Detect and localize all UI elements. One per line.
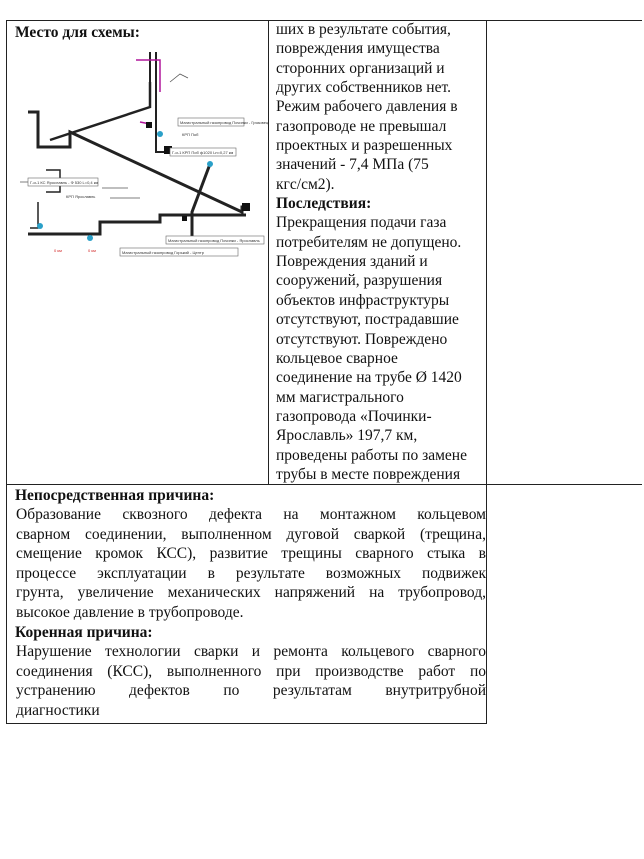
pipeline-left-stub [30,202,38,228]
description-line: повреждения имущества [276,40,440,58]
description-line: проектных и разрешенных [276,137,453,155]
root-cause-text [16,642,486,720]
consequences-line: отсутствуют, пострадавшие [276,311,459,329]
root-cause-line: устранению дефектов по результатам внутритрубной [16,682,486,699]
direct-cause-heading: Непосредственная причина: [15,487,215,504]
direct-cause-line: высокое давление в трубопроводе. [16,603,244,621]
direct-cause-line: грунта, увеличение механических напряжений на трубопровод, [16,584,486,601]
diagram-label: 0 км [54,248,62,253]
diagram-label: Магистральный газопровод Починки - Грязовец [180,120,269,125]
scheme-title: Место для схемы: [15,24,140,41]
description-line: других собственников нет. [276,79,451,97]
consequences-line: проведены работы по замене [276,446,467,464]
description-line: Режим рабочего давления в [276,98,458,116]
table-column-divider [268,20,269,485]
description-line: кгс/см2). [276,175,335,193]
diagram-label: Г-и-1 КРП Поб ф1020 Lп=0,27 км [172,150,234,155]
direct-cause-line: Образование сквозного дефекта на монтажном кольцевом [16,506,486,523]
consequences-line: кольцевое сварное [276,349,398,367]
root-cause-line: соединения (КСС), выполненного при производстве работ по [16,662,486,680]
pipeline-main [28,112,246,212]
incident-table [6,20,642,724]
site-marker [87,235,93,241]
diagram-label: 0 км [88,248,96,253]
pipeline-diagonal [192,164,210,240]
description-line: значений - 7,4 МПа (75 [276,156,429,174]
site-marker [37,223,43,229]
table-border-bottom [6,723,487,724]
diagram-label: КРП Ярославль [66,194,96,199]
consequences-line: сооружений, разрушения [276,272,443,290]
consequences-line: газопровода «Починки- [276,407,432,425]
description-line: сторонних организаций и [276,59,445,77]
pipeline-lower [28,215,246,234]
root-cause-line: диагностики [16,701,100,719]
valve-marker [146,122,152,128]
consequences-line: мм магистрального [276,388,404,406]
direct-cause-text [16,505,486,622]
pipeline-branch-a [50,82,150,140]
site-marker [207,161,213,167]
consequences-line: Повреждения зданий и [276,253,428,271]
diagram-label: Магистральный газопровод Починки - Ярославль [168,238,260,243]
direct-cause-line: процессе эксплуатации в результате возможных подвижек [16,564,486,582]
table-border-left [6,20,7,724]
pipeline-vertical [150,52,168,152]
site-marker [157,131,163,137]
consequences-line: отсутствуют. Повреждено [276,330,448,348]
event-description-column [276,20,488,484]
pipeline-scheme-diagram [10,52,269,255]
consequences-line: Прекращения подачи газа [276,214,447,232]
diagram-label: Магистральный газопровод Горький - Центр [122,250,204,255]
root-cause-line: Нарушение технологии сварки и ремонта кольцевого сварного [16,643,486,660]
root-cause-heading: Коренная причина: [15,624,153,641]
consequences-line: объектов инфраструктуры [276,291,450,309]
consequences-line: потребителям не допущено. [276,233,462,251]
consequences-line: Ярославль» 197,7 км, [276,427,418,445]
consequences-heading: Последствия: [276,195,372,213]
direct-cause-line: смещение кромок КСС), развитие трещины сварного стыка в [16,545,486,562]
valve-marker [242,203,250,211]
diagram-label: КРП Поб [182,132,199,137]
diagram-label: Г-и-1 КС Ярославль - Ф 530 L=0,4 км [30,180,99,185]
consequences-line: трубы в месте повреждения [276,465,461,483]
description-line: ших в результате события, [276,21,451,38]
direct-cause-line: сварном соединении, выполненном дуговой сваркой (трещина, [16,525,486,543]
consequences-line: соединение на трубе Ø 1420 [276,369,462,387]
description-line: газопроводе не превышал [276,117,447,135]
valve-marker [182,216,187,221]
